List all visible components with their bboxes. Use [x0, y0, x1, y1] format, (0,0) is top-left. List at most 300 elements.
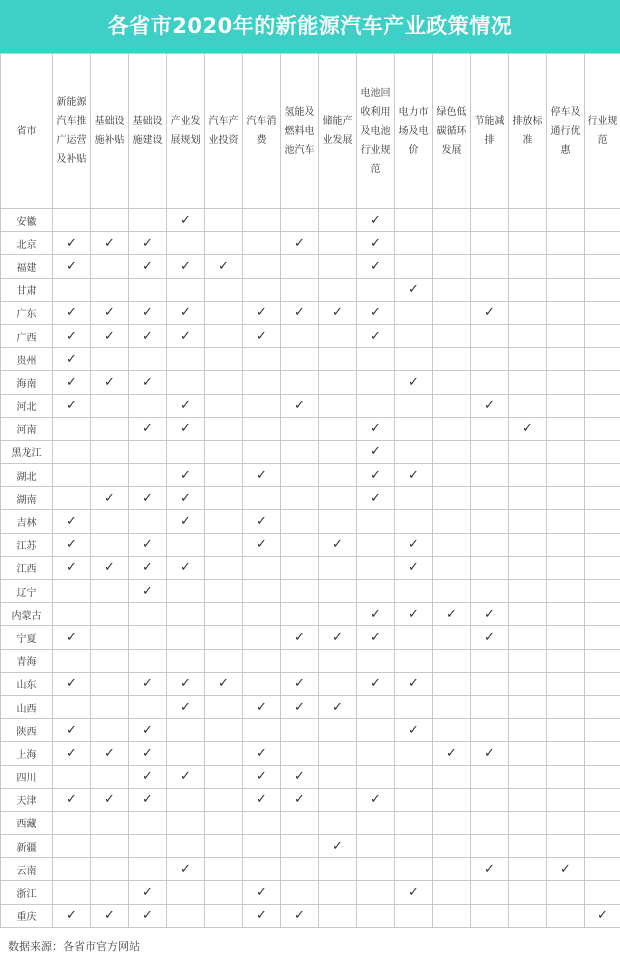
policy-cell — [243, 301, 281, 324]
policy-cell — [547, 510, 585, 533]
policy-cell — [167, 464, 205, 487]
policy-cell — [395, 394, 433, 417]
policy-cell — [395, 556, 433, 579]
check-icon: ✓ — [142, 490, 153, 506]
check-icon: ✓ — [294, 629, 305, 645]
policy-cell — [281, 278, 319, 301]
check-icon: ✓ — [484, 305, 495, 321]
policy-cell — [585, 858, 620, 881]
policy-cell — [585, 811, 620, 834]
policy-cell — [357, 394, 395, 417]
policy-cell — [243, 835, 281, 858]
policy-cell — [91, 858, 129, 881]
policy-cell — [547, 440, 585, 463]
policy-cell — [319, 533, 357, 556]
province-cell: 广西 — [1, 324, 53, 347]
policy-cell — [319, 788, 357, 811]
policy-cell — [129, 556, 167, 579]
column-header-label: 产业发展规划 — [170, 116, 201, 146]
policy-cell — [167, 510, 205, 533]
policy-cell — [205, 580, 243, 603]
policy-cell — [91, 209, 129, 232]
policy-cell — [547, 788, 585, 811]
policy-cell — [547, 603, 585, 626]
policy-cell — [433, 556, 471, 579]
check-icon: ✓ — [256, 745, 267, 761]
policy-cell — [547, 209, 585, 232]
table-body — [1, 209, 620, 928]
policy-cell — [433, 904, 471, 927]
check-icon: ✓ — [408, 282, 419, 298]
policy-cell — [395, 417, 433, 440]
policy-cell — [319, 881, 357, 904]
check-icon: ✓ — [408, 467, 419, 483]
policy-cell — [395, 440, 433, 463]
policy-cell — [547, 672, 585, 695]
column-header — [433, 54, 471, 209]
policy-cell — [547, 835, 585, 858]
policy-cell — [281, 626, 319, 649]
policy-cell — [205, 232, 243, 255]
policy-cell — [585, 603, 620, 626]
table-row — [1, 881, 620, 904]
policy-cell — [471, 487, 509, 510]
policy-cell — [205, 765, 243, 788]
policy-cell — [585, 464, 620, 487]
policy-cell — [319, 649, 357, 672]
check-icon: ✓ — [142, 537, 153, 553]
policy-cell — [509, 695, 547, 718]
table-row — [1, 742, 620, 765]
column-header-label: 省市 — [16, 125, 37, 137]
check-icon: ✓ — [522, 421, 533, 437]
policy-cell — [91, 510, 129, 533]
policy-cell — [395, 324, 433, 347]
policy-cell — [433, 487, 471, 510]
check-icon: ✓ — [370, 328, 381, 344]
policy-cell — [281, 858, 319, 881]
policy-cell — [205, 858, 243, 881]
policy-cell — [471, 719, 509, 742]
policy-cell — [281, 440, 319, 463]
policy-cell — [357, 278, 395, 301]
policy-cell — [585, 417, 620, 440]
policy-cell — [243, 580, 281, 603]
policy-table — [0, 53, 620, 928]
policy-cell — [53, 278, 91, 301]
policy-cell — [243, 394, 281, 417]
check-icon: ✓ — [294, 398, 305, 414]
policy-cell — [433, 324, 471, 347]
policy-cell — [129, 510, 167, 533]
policy-cell — [91, 348, 129, 371]
policy-cell — [509, 278, 547, 301]
policy-cell — [205, 811, 243, 834]
check-icon: ✓ — [256, 514, 267, 530]
policy-cell — [243, 881, 281, 904]
policy-cell — [53, 510, 91, 533]
check-icon: ✓ — [180, 398, 191, 414]
policy-cell — [167, 858, 205, 881]
policy-cell — [53, 371, 91, 394]
policy-cell — [471, 440, 509, 463]
check-icon: ✓ — [446, 606, 457, 622]
check-icon: ✓ — [180, 212, 191, 228]
column-header — [509, 54, 547, 209]
province-cell: 北京 — [1, 232, 53, 255]
check-icon: ✓ — [66, 235, 77, 251]
column-header — [243, 54, 281, 209]
policy-cell — [395, 533, 433, 556]
column-header-province — [1, 54, 53, 209]
policy-cell — [319, 858, 357, 881]
policy-cell — [395, 788, 433, 811]
policy-cell — [167, 881, 205, 904]
check-icon: ✓ — [408, 676, 419, 692]
check-icon: ✓ — [484, 398, 495, 414]
column-header-label: 汽车产业投资 — [208, 116, 239, 146]
check-icon: ✓ — [142, 421, 153, 437]
policy-cell — [53, 580, 91, 603]
table-row — [1, 371, 620, 394]
policy-cell — [281, 811, 319, 834]
policy-cell — [319, 672, 357, 695]
policy-cell — [319, 556, 357, 579]
column-header — [91, 54, 129, 209]
policy-cell — [319, 464, 357, 487]
policy-cell — [547, 765, 585, 788]
policy-cell — [585, 209, 620, 232]
policy-cell — [243, 904, 281, 927]
policy-cell — [91, 464, 129, 487]
policy-cell — [357, 881, 395, 904]
policy-cell — [281, 649, 319, 672]
policy-cell — [53, 464, 91, 487]
policy-cell — [509, 417, 547, 440]
table-row — [1, 417, 620, 440]
policy-cell — [357, 371, 395, 394]
policy-cell — [91, 626, 129, 649]
policy-cell — [243, 672, 281, 695]
policy-cell — [129, 811, 167, 834]
policy-cell — [471, 904, 509, 927]
policy-cell — [547, 811, 585, 834]
policy-cell — [243, 695, 281, 718]
policy-cell — [509, 324, 547, 347]
check-icon: ✓ — [142, 305, 153, 321]
policy-cell — [91, 742, 129, 765]
policy-cell — [509, 440, 547, 463]
policy-cell — [243, 209, 281, 232]
policy-cell — [471, 626, 509, 649]
policy-cell — [357, 765, 395, 788]
policy-cell — [395, 742, 433, 765]
policy-cell — [205, 487, 243, 510]
check-icon: ✓ — [332, 305, 343, 321]
check-icon: ✓ — [294, 699, 305, 715]
check-icon: ✓ — [484, 861, 495, 877]
province-cell: 贵州 — [1, 348, 53, 371]
policy-cell — [129, 765, 167, 788]
policy-cell — [205, 371, 243, 394]
policy-cell — [205, 278, 243, 301]
policy-cell — [281, 533, 319, 556]
check-icon: ✓ — [408, 722, 419, 738]
check-icon: ✓ — [370, 467, 381, 483]
policy-cell — [433, 348, 471, 371]
policy-cell — [547, 255, 585, 278]
policy-cell — [433, 742, 471, 765]
policy-cell — [509, 580, 547, 603]
policy-cell — [395, 278, 433, 301]
check-icon: ✓ — [142, 583, 153, 599]
table-row — [1, 324, 620, 347]
policy-cell — [129, 394, 167, 417]
table-row — [1, 487, 620, 510]
policy-cell — [129, 301, 167, 324]
policy-cell — [433, 626, 471, 649]
policy-cell — [91, 695, 129, 718]
check-icon: ✓ — [180, 490, 191, 506]
check-icon: ✓ — [66, 676, 77, 692]
column-header-label: 电池回收利用及电池行业规范 — [360, 87, 391, 175]
policy-cell — [585, 904, 620, 927]
policy-cell — [433, 232, 471, 255]
check-icon: ✓ — [332, 537, 343, 553]
table-row — [1, 278, 620, 301]
province-cell: 甘肃 — [1, 278, 53, 301]
policy-cell — [129, 324, 167, 347]
policy-cell — [281, 487, 319, 510]
check-icon: ✓ — [332, 699, 343, 715]
policy-cell — [167, 788, 205, 811]
table-row — [1, 510, 620, 533]
check-icon: ✓ — [66, 305, 77, 321]
policy-cell — [319, 394, 357, 417]
province-cell: 四川 — [1, 765, 53, 788]
policy-cell — [471, 742, 509, 765]
check-icon: ✓ — [446, 745, 457, 761]
policy-cell — [547, 464, 585, 487]
policy-cell — [471, 788, 509, 811]
check-icon: ✓ — [256, 699, 267, 715]
policy-cell — [547, 417, 585, 440]
policy-cell — [395, 510, 433, 533]
policy-cell — [357, 556, 395, 579]
policy-cell — [433, 719, 471, 742]
table-row — [1, 695, 620, 718]
policy-cell — [357, 626, 395, 649]
policy-cell — [433, 278, 471, 301]
policy-cell — [509, 742, 547, 765]
policy-cell — [167, 672, 205, 695]
policy-cell — [129, 719, 167, 742]
policy-cell — [129, 858, 167, 881]
policy-cell — [243, 858, 281, 881]
policy-cell — [433, 811, 471, 834]
policy-cell — [357, 464, 395, 487]
policy-cell — [471, 324, 509, 347]
policy-cell — [91, 533, 129, 556]
policy-cell — [281, 209, 319, 232]
policy-cell — [433, 301, 471, 324]
policy-cell — [53, 487, 91, 510]
policy-cell — [167, 695, 205, 718]
policy-cell — [395, 232, 433, 255]
policy-cell — [205, 719, 243, 742]
check-icon: ✓ — [142, 908, 153, 924]
policy-cell — [471, 580, 509, 603]
policy-cell — [585, 324, 620, 347]
policy-cell — [547, 232, 585, 255]
policy-cell — [281, 464, 319, 487]
column-header-label: 储能产业发展 — [322, 116, 353, 146]
policy-cell — [53, 324, 91, 347]
check-icon: ✓ — [142, 258, 153, 274]
check-icon: ✓ — [294, 676, 305, 692]
table-row — [1, 835, 620, 858]
policy-cell — [167, 278, 205, 301]
policy-cell — [509, 788, 547, 811]
province-cell: 广东 — [1, 301, 53, 324]
check-icon: ✓ — [142, 745, 153, 761]
policy-cell — [129, 464, 167, 487]
check-icon: ✓ — [180, 305, 191, 321]
policy-cell — [91, 580, 129, 603]
policy-cell — [205, 417, 243, 440]
policy-cell — [53, 858, 91, 881]
policy-cell — [129, 348, 167, 371]
policy-cell — [585, 626, 620, 649]
province-cell: 新疆 — [1, 835, 53, 858]
policy-cell — [547, 695, 585, 718]
policy-cell — [281, 695, 319, 718]
header-row — [1, 54, 620, 209]
policy-cell — [357, 788, 395, 811]
policy-cell — [53, 672, 91, 695]
policy-cell — [395, 672, 433, 695]
column-header-label: 停车及通行优惠 — [550, 106, 581, 156]
policy-cell — [129, 580, 167, 603]
policy-cell — [357, 232, 395, 255]
policy-cell — [205, 904, 243, 927]
column-header — [547, 54, 585, 209]
policy-cell — [91, 765, 129, 788]
check-icon: ✓ — [104, 560, 115, 576]
policy-cell — [585, 255, 620, 278]
policy-cell — [167, 765, 205, 788]
policy-cell — [357, 835, 395, 858]
province-cell: 湖北 — [1, 464, 53, 487]
policy-cell — [395, 719, 433, 742]
policy-cell — [53, 788, 91, 811]
policy-cell — [509, 603, 547, 626]
policy-cell — [357, 858, 395, 881]
check-icon: ✓ — [332, 629, 343, 645]
check-icon: ✓ — [256, 769, 267, 785]
column-header — [395, 54, 433, 209]
check-icon: ✓ — [142, 560, 153, 576]
policy-cell — [167, 417, 205, 440]
policy-cell — [167, 394, 205, 417]
policy-cell — [53, 533, 91, 556]
policy-cell — [509, 811, 547, 834]
policy-cell — [53, 232, 91, 255]
check-icon: ✓ — [370, 629, 381, 645]
policy-cell — [243, 278, 281, 301]
policy-cell — [319, 510, 357, 533]
policy-cell — [243, 626, 281, 649]
table-row — [1, 232, 620, 255]
column-header — [471, 54, 509, 209]
policy-cell — [167, 556, 205, 579]
policy-cell — [243, 510, 281, 533]
province-cell: 山东 — [1, 672, 53, 695]
policy-cell — [395, 603, 433, 626]
policy-cell — [433, 603, 471, 626]
policy-cell — [509, 209, 547, 232]
policy-cell — [319, 695, 357, 718]
table-row — [1, 719, 620, 742]
policy-cell — [205, 835, 243, 858]
policy-cell — [91, 904, 129, 927]
column-header — [129, 54, 167, 209]
policy-cell — [129, 603, 167, 626]
policy-cell — [395, 464, 433, 487]
policy-cell — [547, 881, 585, 904]
table-row — [1, 556, 620, 579]
policy-cell — [547, 324, 585, 347]
policy-cell — [319, 626, 357, 649]
policy-cell — [167, 580, 205, 603]
check-icon: ✓ — [370, 421, 381, 437]
table-row — [1, 394, 620, 417]
policy-cell — [433, 858, 471, 881]
policy-cell — [205, 533, 243, 556]
policy-cell — [129, 649, 167, 672]
check-icon: ✓ — [142, 676, 153, 692]
policy-cell — [433, 672, 471, 695]
policy-cell — [91, 232, 129, 255]
policy-cell — [53, 765, 91, 788]
table-row — [1, 348, 620, 371]
province-cell: 重庆 — [1, 904, 53, 927]
check-icon: ✓ — [104, 792, 115, 808]
policy-cell — [585, 487, 620, 510]
check-icon: ✓ — [256, 792, 267, 808]
policy-cell — [243, 719, 281, 742]
policy-cell — [357, 811, 395, 834]
check-icon: ✓ — [256, 305, 267, 321]
province-cell: 青海 — [1, 649, 53, 672]
policy-cell — [509, 533, 547, 556]
policy-cell — [509, 626, 547, 649]
policy-cell — [471, 209, 509, 232]
policy-cell — [395, 858, 433, 881]
policy-cell — [91, 719, 129, 742]
policy-cell — [585, 881, 620, 904]
check-icon: ✓ — [408, 560, 419, 576]
policy-cell — [509, 255, 547, 278]
policy-cell — [547, 487, 585, 510]
check-icon: ✓ — [370, 235, 381, 251]
policy-cell — [357, 904, 395, 927]
table-row — [1, 672, 620, 695]
policy-cell — [129, 626, 167, 649]
policy-cell — [433, 695, 471, 718]
province-cell: 河北 — [1, 394, 53, 417]
table-row — [1, 301, 620, 324]
